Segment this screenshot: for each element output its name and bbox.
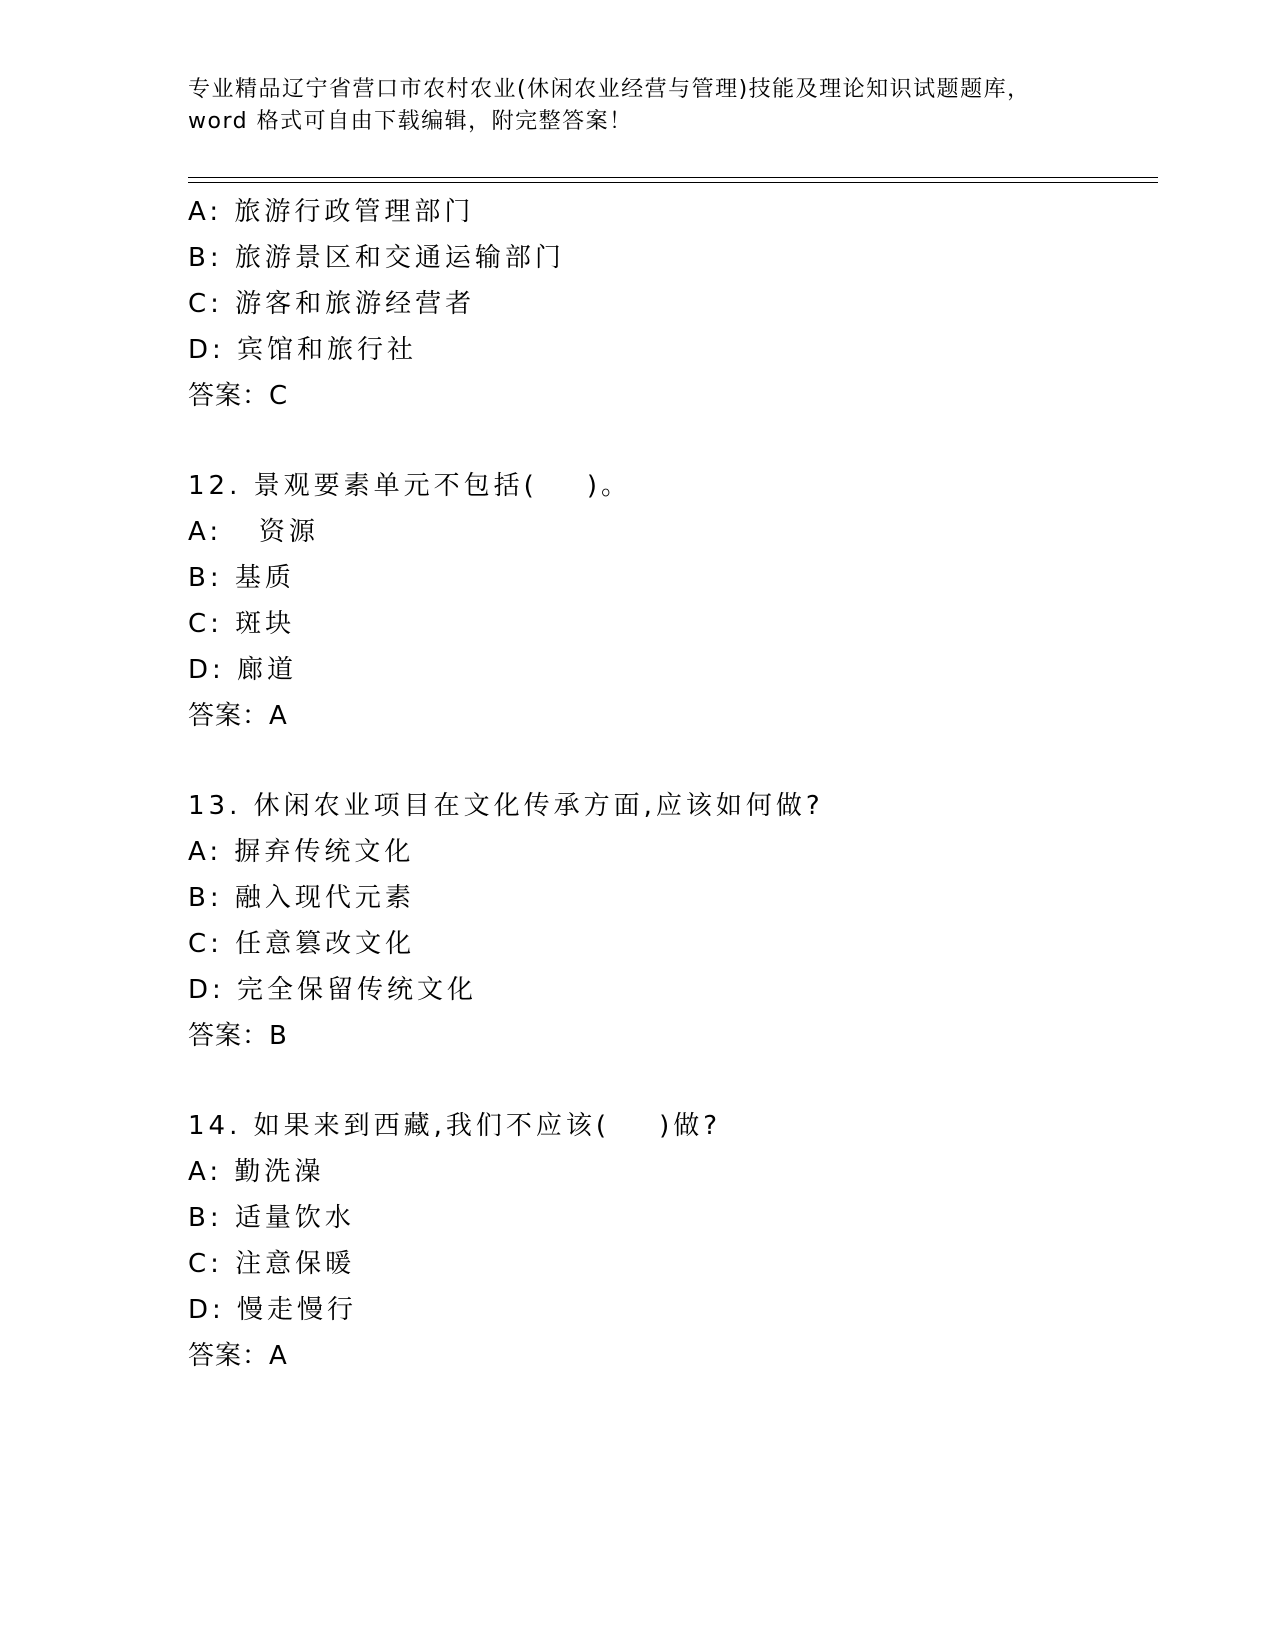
document-header	[188, 74, 1088, 138]
answer-line: 答案：A	[188, 701, 288, 731]
header-line-2: word 格式可自由下载编辑，附完整答案！	[188, 109, 633, 134]
option-b: B: 适量饮水	[188, 1203, 355, 1233]
option-d: D: 完全保留传统文化	[188, 975, 478, 1005]
option-c: C: 任意篡改文化	[188, 929, 416, 959]
option-c: C: 游客和旅游经营者	[188, 289, 476, 319]
option-b: B: 旅游景区和交通运输部门	[188, 243, 565, 273]
question-stem: 14. 如果来到西藏,我们不应该( )做?	[188, 1111, 722, 1141]
option-a: A: 旅游行政管理部门	[188, 197, 475, 227]
answer-line: 答案：B	[188, 1021, 288, 1051]
header-line-1: 专业精品辽宁省营口市农村农业(休闲农业经营与管理)技能及理论知识试题题库，	[188, 77, 1031, 102]
answer-line: 答案：C	[188, 381, 289, 411]
option-d: D: 廊道	[188, 655, 298, 685]
option-a: A: 摒弃传统文化	[188, 837, 415, 867]
option-c: C: 斑块	[188, 609, 296, 639]
question-stem: 12. 景观要素单元不包括( )。	[188, 471, 631, 501]
option-d: D: 慢走慢行	[188, 1295, 358, 1325]
answer-line: 答案：A	[188, 1341, 288, 1371]
header-divider-bottom	[188, 182, 1158, 183]
question-list	[188, 189, 1188, 1379]
question-stem: 13. 休闲农业项目在文化传承方面,应该如何做?	[188, 791, 824, 821]
question-11-continued	[188, 189, 1188, 419]
question-13	[188, 783, 1188, 1059]
option-b: B: 融入现代元素	[188, 883, 415, 913]
header-divider-top	[188, 177, 1158, 178]
option-a: A: 资源	[188, 517, 319, 547]
question-14	[188, 1103, 1188, 1379]
option-b: B: 基质	[188, 563, 295, 593]
option-c: C: 注意保暖	[188, 1249, 356, 1279]
option-d: D: 宾馆和旅行社	[188, 335, 418, 365]
option-a: A: 勤洗澡	[188, 1157, 325, 1187]
question-12	[188, 463, 1188, 739]
